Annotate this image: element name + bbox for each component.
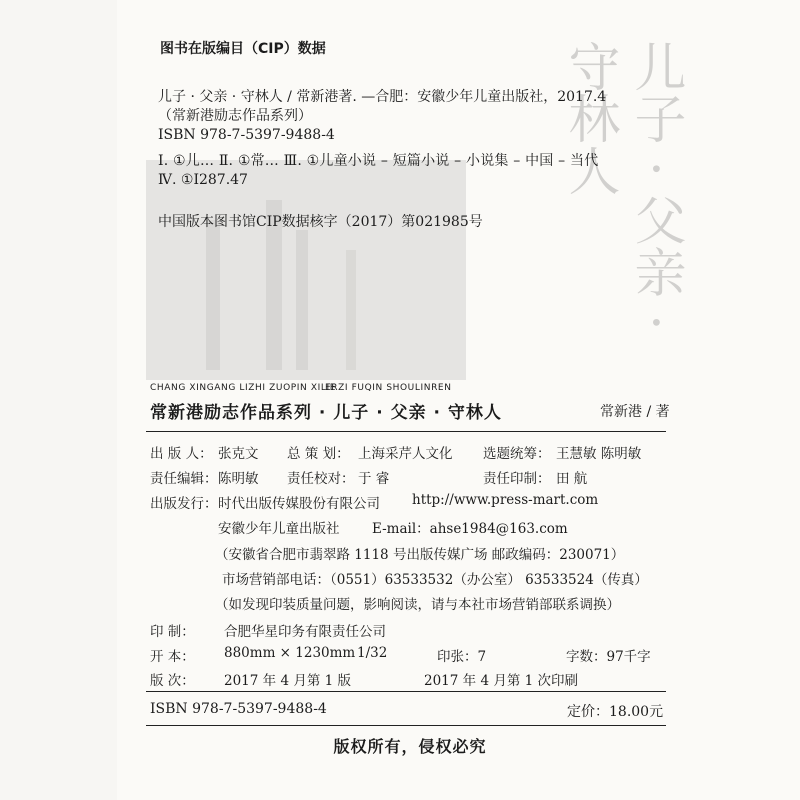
word-count: 字数：97千字 [566,649,651,665]
cip-number: 中国版本图书馆CIP数据核字（2017）第021985号 [158,214,483,230]
copyright-notice-wrap [0,734,800,757]
edition: 2017 年 4 月第 1 版 [224,673,351,689]
book-title: 常新港励志作品系列 · 儿子 · 父亲 · 守林人 [150,403,502,423]
cip-record [158,88,606,145]
planner-label: 总 策 划： [287,446,350,462]
series-english: CHANG XINGANG LIZHI ZUOPIN XILIE [150,383,337,393]
publisher-person: 张克文 [218,446,259,462]
copyright-notice: 版权所有，侵权必究 [333,737,487,756]
cip-record-line1: 儿子 · 父亲 · 守林人 / 常新港著. —合肥：安徽少年儿童出版社，2017.4 [158,89,607,105]
cip-heading: 图书在版编目（CIP）数据 [160,41,326,57]
publisher-person-label: 出 版 人： [150,446,213,462]
publisher-url: http://www.press-mart.com [412,492,599,508]
print-label: 印 制： [150,624,195,640]
divider-middle [146,691,666,692]
printing-label: 责任印制： [483,471,551,487]
cip-class-line2: Ⅳ. ①I287.47 [158,172,248,188]
format-label: 开 本： [150,649,195,665]
distribution-label: 出版发行： [150,496,218,512]
planner: 上海采芹人文化 [358,446,453,462]
cip-record-line2: （常新港励志作品系列） [158,108,312,124]
impression: 2017 年 4 月第 1 次印刷 [424,673,578,689]
proofreader-label: 责任校对： [287,471,355,487]
cip-classification [158,152,598,190]
printer: 合肥华星印务有限责任公司 [224,624,386,640]
cip-class-line1: Ⅰ. ①儿… Ⅱ. ①常… Ⅲ. ①儿童小说 – 短篇小说 – 小说集 – 中国 – 当代 [158,153,599,169]
proofreader: 于 睿 [358,471,390,487]
divider-bottom [146,725,666,726]
publisher-name: 安徽少年儿童出版社 [218,521,340,537]
format-fraction: 1/32 [357,645,388,661]
coordinator: 王慧敏 陈明敏 [556,446,642,462]
editor: 陈明敏 [218,471,259,487]
distribution-company: 时代出版传媒股份有限公司 [218,496,380,512]
publisher-address: （安徽省合肥市翡翠路 1118 号出版传媒广场 邮政编码：230071） [215,547,625,563]
printing-manager: 田 航 [556,471,588,487]
author: 常新港 / 著 [600,404,670,420]
divider-top [146,431,666,432]
format-size: 880mm × 1230mm [224,645,356,661]
publisher-email: E-mail：ahse1984@163.com [372,521,568,537]
quality-notice: （如发现印装质量问题，影响阅读，请与本社市场营销部联系调换） [215,597,620,613]
marketing-phone: 市场营销部电话：（0551）63533532（办公室） 63533524（传真） [222,572,648,588]
coordinator-label: 选题统筹： [483,446,551,462]
isbn-footer: ISBN 978-7-5397-9488-4 [150,701,327,717]
printed-sheets: 印张：7 [437,649,487,665]
cip-isbn: ISBN 978-7-5397-9488-4 [158,127,335,143]
price: 定价：18.00元 [567,704,664,720]
title-english: ERZI FUQIN SHOULINREN [325,383,452,393]
edition-label: 版 次： [150,673,195,689]
editor-label: 责任编辑： [150,471,218,487]
